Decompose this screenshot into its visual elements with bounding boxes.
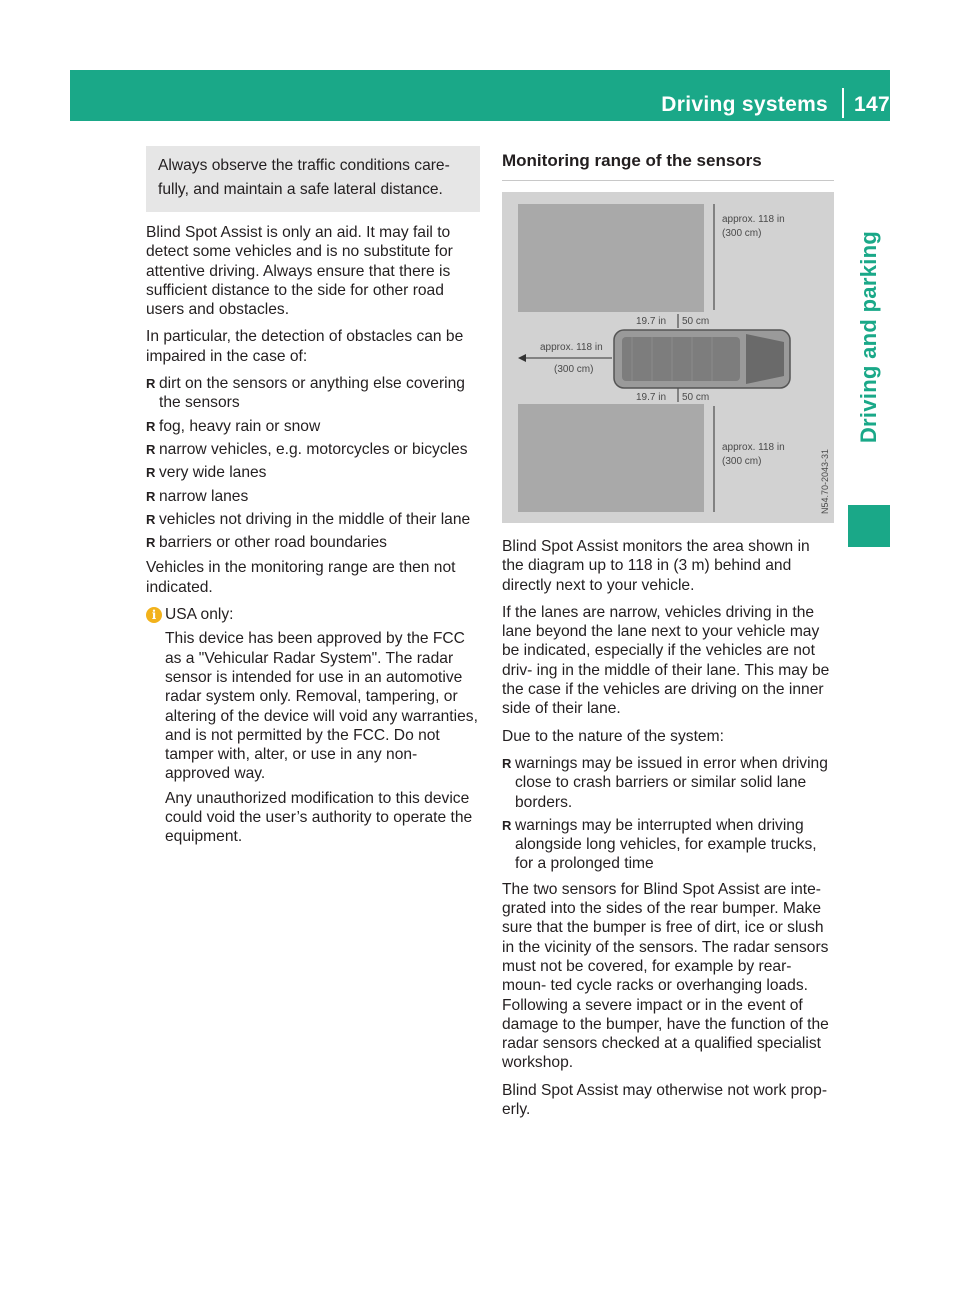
info-paragraph: This device has been approved by the FCC as a "Vehicular Radar System". The radar sensor is intended for use in an automotive radar system only. Removal, tampering, or altering of the device will void any warranties, and is not permitted by the FCC. Do not tamper with, alter, or use in any non-approved way. <box>165 630 478 783</box>
diagram-svg <box>502 192 834 523</box>
list-item: R warnings may be issued in error when driving close to crash barriers or similar solid lane borders. <box>502 754 834 812</box>
list-item: R narrow vehicles, e.g. motorcycles or bicycles <box>146 440 480 459</box>
vehicle-icon <box>614 330 790 388</box>
list-item: R fog, heavy rain or snow <box>146 417 480 436</box>
header-title <box>590 88 890 118</box>
lower-zone <box>518 404 704 512</box>
section-title: Driving systems <box>661 93 829 116</box>
list-item: R very wide lanes <box>146 463 480 482</box>
diagram-label: 50 cm <box>682 392 710 403</box>
bullet-list <box>502 754 834 874</box>
page-number: 147 <box>854 93 890 116</box>
diagram-label: (300 cm) <box>722 228 762 239</box>
diagram-label: approx. 118 in <box>722 442 785 453</box>
list-item: R narrow lanes <box>146 487 480 506</box>
info-note <box>146 605 480 847</box>
diagram-label: 50 cm <box>682 316 710 327</box>
info-icon: i <box>146 607 162 623</box>
paragraph: Blind Spot Assist is only an aid. It may fail to detect some vehicles and is no substitute for attentive driving. Always ensure that there is sufficient distance to the side for other road users and obstacles. <box>146 224 453 319</box>
list-item: R warnings may be interrupted when driving alongside long vehicles, for example trucks, for a prolonged time <box>502 816 834 874</box>
diagram-label: 19.7 in <box>636 392 667 403</box>
bullet-list <box>146 374 480 552</box>
chapter-marker <box>848 505 890 547</box>
header-divider <box>842 88 844 118</box>
info-paragraph: Any unauthorized modification to this device could void the user’s authority to operate the equipment. <box>165 789 473 846</box>
section-heading: Monitoring range of the sensors <box>502 150 834 181</box>
right-column <box>502 146 834 1127</box>
diagram-label: (300 cm) <box>722 456 762 467</box>
paragraph: Vehicles in the monitoring range are then not indicated. <box>146 559 456 596</box>
list-item: R barriers or other road boundaries <box>146 533 480 552</box>
diagram-label: approx. 118 in <box>540 342 603 353</box>
chapter-label: Driving and parking <box>856 230 881 444</box>
figure-code: N54.70-2043-31 <box>820 448 830 514</box>
diagram-label: 19.7 in <box>636 316 667 327</box>
paragraph: Blind Spot Assist may otherwise not work prop- erly. <box>502 1081 828 1119</box>
paragraph: In particular, the detection of obstacles can be impaired in the case of: <box>146 328 464 365</box>
paragraph: The two sensors for Blind Spot Assist are inte- grated into the sides of the rear bumper. Make sure that the bumper is free of dirt, ice or slush in the vicinity of the sensors. The radar sensors must not be covered, for example by rear-moun- ted cycle racks or overhanging loads. Following a severe impact or in the event of damage to the bumper, have the function of the radar sensors checked at a qualified specialist workshop. <box>502 880 829 1072</box>
paragraph: Due to the nature of the system: <box>502 727 724 745</box>
info-heading: USA only: <box>165 606 234 624</box>
upper-zone <box>518 204 704 312</box>
diagram-label: (300 cm) <box>554 364 594 375</box>
paragraph: Blind Spot Assist monitors the area shown in the diagram up to 118 in (3 m) behind and directly next to your vehicle. <box>502 538 810 594</box>
diagram-label: approx. 118 in <box>722 214 785 225</box>
note-box: Always observe the traffic conditions care- fully, and maintain a safe lateral distance. <box>146 146 480 212</box>
list-item: R dirt on the sensors or anything else covering the sensors <box>146 374 480 413</box>
left-column <box>146 146 480 852</box>
chapter-side-tab <box>848 188 890 486</box>
monitoring-range-diagram <box>502 192 834 523</box>
paragraph: If the lanes are narrow, vehicles driving in the lane beyond the lane next to your vehicle may be indicated, especially if the vehicles are not driv- ing in the middle of their lane. This may be the case if the vehicles are driving on the inner side of their lane. <box>502 603 830 718</box>
list-item: R vehicles not driving in the middle of their lane <box>146 510 480 529</box>
